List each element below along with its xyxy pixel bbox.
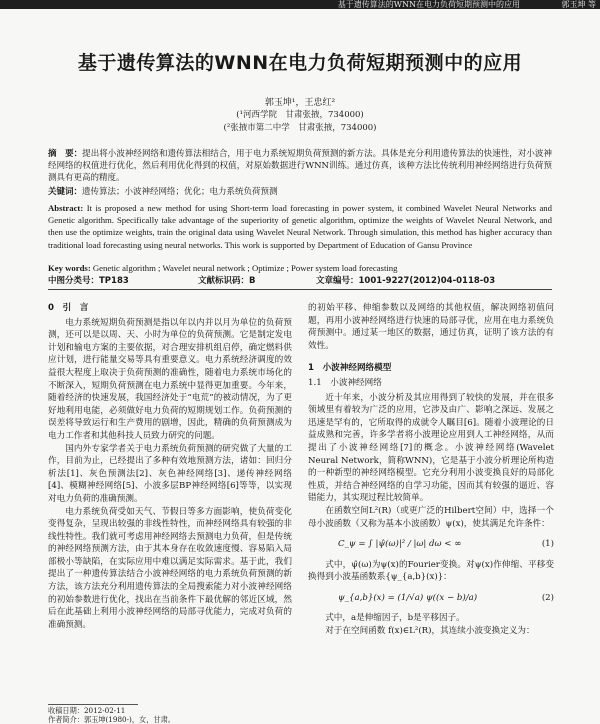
keywords-en-text: Genetic algorithm ; Wavelet neural network ; Optimize ; Power system load forecasting <box>92 263 398 273</box>
abstract-chinese <box>48 148 552 185</box>
right-column <box>308 302 554 638</box>
keywords-cn-text: 遗传算法；小波神经网络；优化；电力系统负荷预测 <box>82 187 278 197</box>
article-number: 文章编号：1001-9227(2012)04-0118-03 <box>316 276 496 286</box>
intro-continuation: 的初始平移、伸缩参数以及网络的其他权值，解决网络初值问题，再用小波神经网络进行快速的局部寻优，应用在电力系统负荷预测中。通过某一地区的数据，通过仿真，证明了该方法的有效性。 <box>308 303 554 351</box>
equation-1-note: 式中，ψ̂(ω)为ψ(x)的Fourier变换。对ψ(x)作伸缩、平移变换得到小波基函数系{ψ_{a,b}(x)}： <box>308 559 554 583</box>
equation-1-number: (1) <box>541 539 554 550</box>
paper-title: 基于遗传算法的WNN在电力负荷短期预测中的应用 <box>77 52 523 74</box>
keywords-chinese <box>48 186 552 198</box>
equation-2-number: (2) <box>541 592 554 603</box>
equation-2-body: ψ_{a,b}(x) = (1/√a) ψ((x − b)/a) <box>338 592 478 603</box>
equation-1-body: C_ψ = ∫ |ψ̂(ω)|² / |ω| dω < ∞ <box>338 539 462 550</box>
subsection-1-1-heading: 1.1 小波神经网络 <box>308 377 382 388</box>
intro-paragraph-3: 电力系统负荷受如天气、节假日等多方面影响，使负荷变化变得复杂，呈现出较强的非线性特性，而神经网络具有较强的非线性特性。我们就可考虑用神经网络去预测电力负荷，但是传统的神经网络预测方法，由于其本身存在收敛速度慢、容易陷入局部极小等缺陷，在实际应用中难以满足实际需求。基于此，我们提出了一种遗传算法结合小波神经网络的电力系统负荷预测的新方法，该方法充分利用遗传算法的全局搜索能力对小波神经网络的初始参数进行优化，找出在当前条件下最优解的邻近区域，然后在此基础上利用小波神经网络的局部寻优能力，完成对负荷的准确预测。 <box>48 506 292 630</box>
author-bio: 作者简介：郭玉坤(1980-)，女，甘肃。 <box>48 715 175 724</box>
keywords-cn-label: 关键词： <box>48 187 83 197</box>
intro-paragraph-1: 电力系统短期负荷预测是指以年以内并以月为单位的负荷预测，还可以是以周、天、小时为单位的负荷预测。它是制定发电计划和输电方案的主要依据，对合理安排机组启停，确定燃料供应计划，进行能量交易等具有重要意义。电力系统经济调度的效益很大程度上取决于负荷预测的准确性，随着电力系统市场化的不断深入，短期负荷预测在电力系统中显得更加重要。今年来，随着经济的快速发展，我国经济处于“电荒”的被动情况，为了更好地利用电能，必须做好电力负荷的短期规划工作。负荷预测的误差将导致运行和生产费用的剧增，因此，精确的负荷预测成为电力工作者和其他科技人员致力研究的问题。 <box>48 317 292 441</box>
abstract-en-label: Abstract: <box>48 203 84 213</box>
wnn-paragraph-1: 近十年来，小波分析及其应用得到了较快的发展，并在很多领域里有着较为广泛的应用，它涉及由广、影响之深远、发展之迅速是罕有的，它所取得的成就令人瞩目[6]。随着小波理论的日益成熟和完善，许多学者将小波理论应用到人工神经网络，从而提出了小波神经网络[7]的概念。小波神经网络(Wavelet Neural Network，简称WNN)，它是基于小波分析理论所构造的一种新型的神经网络模型。它充分利用小波变换良好的局部化性质，并结合神经网络的自学习功能，因而其有较强的逼近、容错能力，其实现过程比较简单。 <box>308 392 554 504</box>
keywords-english <box>48 262 552 274</box>
footnote <box>48 706 292 724</box>
abstract-en-text: It is proposed a new method for using Short-term load forecasting in power system, it combined Wavelet Neural Networks and Genetic algorithm. Specifically take advantage of the superiority of genetic algorithm, optimize the weights of Wavelet Neural Network, and then use the optimize weights, train the original data using Wavelet Neural Network. Through simulation, this method has higher accuracy than traditional load forecasting using neural networks. This work is supported by Department of Education of Gansu Province <box>48 203 552 250</box>
equation-2 <box>308 592 554 605</box>
keywords-en-label: Key words: <box>48 263 91 273</box>
header-divider <box>48 289 552 290</box>
transform-intro-line: 对于在空间函数 f(x)∈L²(R)，其连续小波变换定义为： <box>325 626 535 637</box>
equation-2-note: 式中，a是伸缩因子，b是平移因子。 <box>325 613 465 624</box>
affiliation-2: (²张掖市第二中学 甘肃张掖，734000) <box>223 123 377 133</box>
section-1-heading: 1 小波神经网络模型 <box>308 363 392 374</box>
intro-paragraph-2: 国内外专家学者关于电力系统负荷预测的研究做了大量的工作，目前为止，已经提出了多种有效地预测方法，诸如：回归分析法[1]、灰色预测法[2]、灰色神经网络[3]、递传神经网络[4]、模糊神经网络[5]、小波多层BP神经网络[6]等等，以实现对电力负荷的准确预测。 <box>48 443 292 504</box>
abstract-english <box>48 202 552 251</box>
left-column <box>48 302 292 631</box>
running-header-title: 基于遗传算法的WNN在电力负荷短期预测中的应用 <box>337 0 520 9</box>
equation-1 <box>308 538 554 551</box>
abstract-cn-text: 提出将小波神经网络和遗传算法相结合，用于电力系统短期负荷预测的新方法。具体是充分利用遗传算法的快速性，对小波神经网络的权值进行优化，然后利用优化得到的权值，对原始数据进行WNN训练。通过仿真，该种方法比传统利用神经网络进行负荷预测具有更高的精度。 <box>48 149 552 184</box>
document-code: 文献标识码：B <box>198 276 256 286</box>
abstract-cn-label: 摘 要： <box>48 149 83 159</box>
author-line: 郭玉坤¹，王忠红² <box>264 98 336 108</box>
affiliation-1: (¹河西学院 甘肃张掖，734000) <box>236 110 364 120</box>
received-date: 收稿日期：2012-02-11 <box>48 706 126 715</box>
wnn-paragraph-2: 在函数空间L²(R)（或更广泛的Hilbert空间）中，选择一个母小波函数（又称为基本小波函数）ψ(x)，使其满足允许条件： <box>308 505 554 529</box>
footnote-divider <box>48 704 138 705</box>
running-header-authors: 郭玉坤 等 <box>561 0 596 9</box>
running-header-bar <box>0 0 600 9</box>
section-0-heading: 0 引 言 <box>48 303 89 313</box>
clc-number: 中图分类号：TP183 <box>48 276 129 286</box>
